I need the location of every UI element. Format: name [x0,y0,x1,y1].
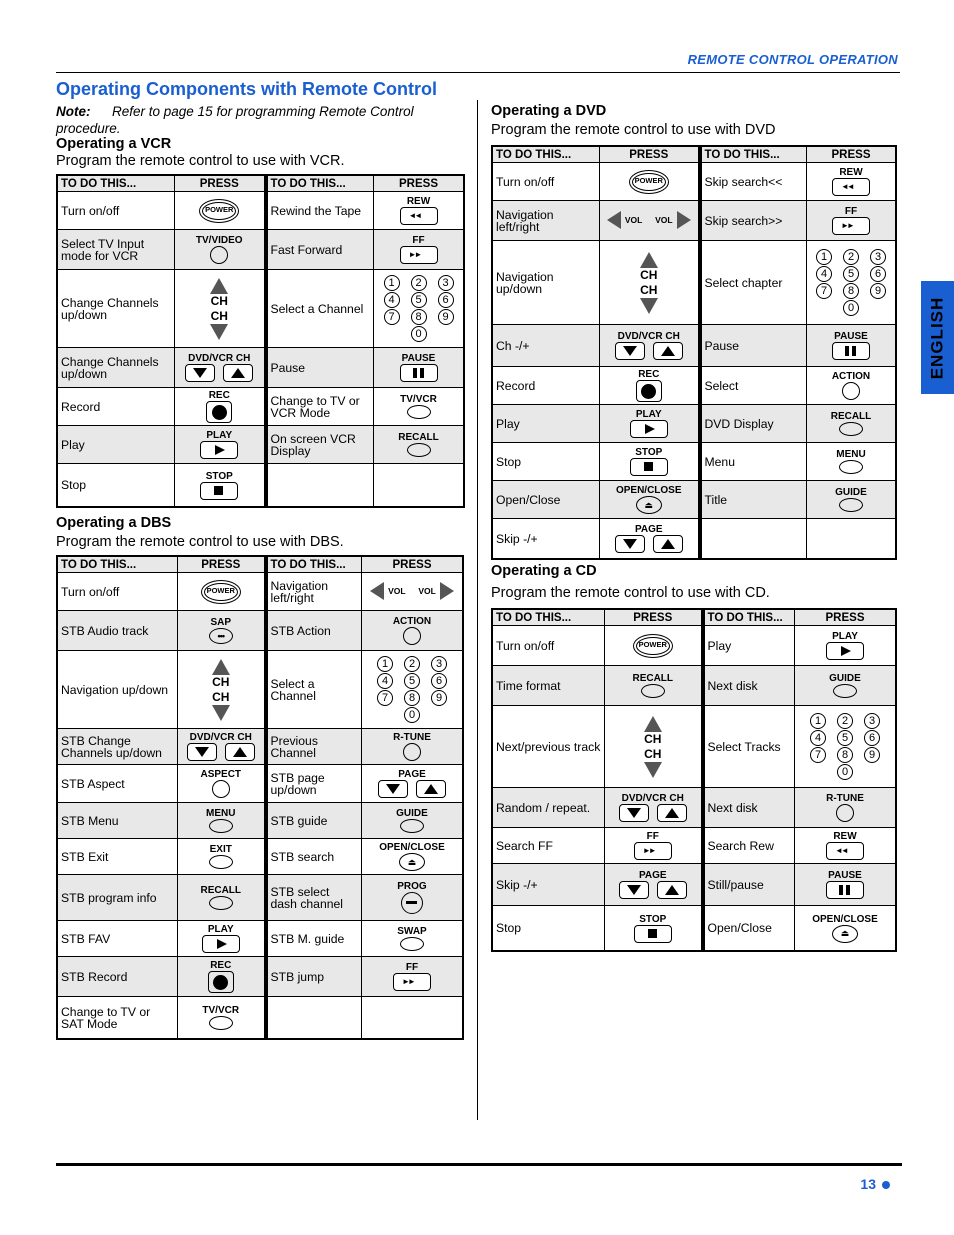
action-label: Turn on/off [493,163,600,201]
number-keypad-icon: 1 2 3 4 5 6 7 8 9 0 [374,275,463,342]
dbs-subheading: Program the remote control to use with DBS. [56,534,344,550]
press-cell: PLAY [175,426,266,464]
r-tune-button-icon [836,804,854,822]
action-label: Select a Channel [266,651,362,729]
action-label: STB page up/down [266,765,362,803]
press-cell: PAUSE [807,325,896,367]
action-label: Open/Close [493,481,600,519]
action-label: STB search [266,839,362,875]
col-header-todo: TO DO THIS... [700,147,807,163]
menu-button-icon [209,819,233,833]
vcr-heading: Operating a VCR [56,136,172,152]
power-button-icon: POWER [629,170,669,194]
action-label: Navigation up/down [58,651,178,729]
guide-button-icon [400,819,424,833]
press-cell: MENU [178,803,266,839]
press-cell: FF ►► [807,201,896,241]
fast-forward-button-icon [393,973,431,991]
action-label: Skip -/+ [493,864,605,906]
action-label: Next disk [703,666,795,706]
col-header-todo: TO DO THIS... [58,557,178,573]
page-down-up-buttons-icon [619,881,687,899]
dvd-table [491,145,897,560]
power-button-icon: POWER [633,634,673,658]
action-label: Title [700,481,807,519]
action-label: Fast Forward [266,230,374,270]
power-button-icon: POWER [199,199,239,223]
press-cell: DVD/VCR CH [600,325,700,367]
header-rule [56,72,900,73]
col-header-press: PRESS [600,147,700,163]
press-cell: RECALL [605,666,703,706]
fast-forward-button-icon [832,217,870,235]
press-cell [374,270,464,348]
action-label: Navigation up/down [493,241,600,325]
action-label: Rewind the Tape [266,192,374,230]
ch-down-up-buttons-icon [187,743,255,761]
play-button-icon [630,420,668,438]
press-cell [600,163,700,201]
action-label: Open/Close [703,906,795,951]
footer-rule [56,1163,902,1166]
ch-up-down-icon: CH CH [600,252,698,314]
col-header-todo: TO DO THIS... [493,147,600,163]
action-label: Record [493,367,600,405]
action-label: Stop [493,906,605,951]
press-cell: REW ◄◄ [374,192,464,230]
action-label: STB program info [58,875,178,921]
press-cell: GUIDE [362,803,463,839]
col-header-press: PRESS [175,176,266,192]
action-label: DVD Display [700,405,807,443]
vcr-table [56,174,465,508]
action-label: Next disk [703,788,795,828]
press-cell: PLAY [178,921,266,957]
press-cell: RECALL [178,875,266,921]
press-cell: RECALL [807,405,896,443]
action-label: Pause [700,325,807,367]
number-keypad-icon: 1 2 3 4 5 6 7 8 9 0 [807,249,895,316]
action-label: Stop [493,443,600,481]
press-cell: FF ►► [362,957,463,997]
action-label: STB Action [266,611,362,651]
press-cell [795,706,896,788]
press-cell: EXIT [178,839,266,875]
action-label: Stop [58,464,175,507]
action-label: Turn on/off [493,626,605,666]
press-cell [600,241,700,325]
press-cell: REC [178,957,266,997]
action-label: Turn on/off [58,573,178,611]
press-cell: SWAP [362,921,463,957]
col-header-todo: TO DO THIS... [266,557,362,573]
action-label: Time format [493,666,605,706]
sap-button-icon: ••• [209,628,233,644]
press-cell: TV/VCR [178,997,266,1039]
action-label: Play [493,405,600,443]
action-label: STB select dash channel [266,875,362,921]
col-header-todo: TO DO THIS... [266,176,374,192]
press-cell: GUIDE [795,666,896,706]
fast-forward-button-icon [634,842,672,860]
stop-button-icon [630,458,668,476]
press-cell: OPEN/CLOSE ⏏ [600,481,700,519]
rewind-button-icon [826,842,864,860]
action-label: Navigation left/right [266,573,362,611]
action-label: Select Tracks [703,706,795,788]
action-label: STB Audio track [58,611,178,651]
press-cell: OPEN/CLOSE ⏏ [795,906,896,951]
vol-left-right-icon: VOL VOL [370,582,454,600]
action-label: Play [703,626,795,666]
note [56,103,464,137]
recall-button-icon [407,443,431,457]
ch-down-up-buttons-icon [615,342,683,360]
press-cell: R-TUNE [362,729,463,765]
ch-up-down-icon: CH CH [175,278,264,340]
press-cell: ACTION [362,611,463,651]
press-cell [362,573,463,611]
col-header-todo: TO DO THIS... [703,610,795,626]
action-label: STB Record [58,957,178,997]
press-cell: STOP [600,443,700,481]
action-label: Random / repeat. [493,788,605,828]
dvd-heading: Operating a DVD [491,103,607,119]
action-label: Select [700,367,807,405]
column-divider [477,100,478,1120]
press-cell: TV/VIDEO [175,230,266,270]
action-label: Navigation left/right [493,201,600,241]
action-label: STB Menu [58,803,178,839]
col-header-press: PRESS [362,557,463,573]
press-cell: OPEN/CLOSE ⏏ [362,839,463,875]
press-cell: REW ◄◄ [807,163,896,201]
action-label: Skip search<< [700,163,807,201]
press-cell: ASPECT [178,765,266,803]
section-header: REMOTE CONTROL OPERATION [687,52,898,67]
press-cell: STOP [605,906,703,951]
action-label: Turn on/off [58,192,175,230]
press-cell [178,573,266,611]
note-text: Refer to page 15 for programming Remote Control procedure. [56,104,414,136]
col-header-todo: TO DO THIS... [58,176,175,192]
action-label: Record [58,388,175,426]
action-button-icon [403,627,421,645]
col-header-press: PRESS [374,176,464,192]
press-cell [605,706,703,788]
eject-button-icon: ⏏ [636,496,662,514]
eject-button-icon: ⏏ [832,925,858,943]
play-button-icon [826,642,864,660]
action-label: STB Exit [58,839,178,875]
press-cell: REC [175,388,266,426]
pause-button-icon [826,881,864,899]
action-label: Play [58,426,175,464]
action-label: Change Channels up/down [58,270,175,348]
action-label: Previous Channel [266,729,362,765]
note-label: Note: [56,104,91,119]
press-cell: SAP ••• [178,611,266,651]
press-cell: PLAY [600,405,700,443]
col-header-press: PRESS [795,610,896,626]
press-cell [362,651,463,729]
page-down-up-buttons-icon [615,535,683,553]
vcr-subheading: Program the remote control to use with VCR. [56,153,345,169]
action-label: STB M. guide [266,921,362,957]
action-label: Select a Channel [266,270,374,348]
press-cell: PAUSE [795,864,896,906]
page-title: Operating Components with Remote Control [56,79,437,99]
power-button-icon: POWER [201,580,241,604]
action-label: Change to TV or SAT Mode [58,997,178,1039]
action-label: Change Channels up/down [58,348,175,388]
tv-vcr-button-icon [209,1016,233,1030]
action-label: STB FAV [58,921,178,957]
recall-button-icon [839,422,863,436]
dbs-heading: Operating a DBS [56,515,172,531]
press-cell: RECALL [374,426,464,464]
page-number: 13 [860,1176,890,1192]
action-label: Skip -/+ [493,519,600,559]
number-keypad-icon: 1 2 3 4 5 6 7 8 9 0 [362,656,462,723]
guide-button-icon [839,498,863,512]
col-header-press: PRESS [605,610,703,626]
tv-video-button-icon [210,246,228,264]
aspect-button-icon [212,780,230,798]
recall-button-icon [641,684,665,698]
rewind-button-icon [832,178,870,196]
stop-button-icon [200,482,238,500]
language-tab: ENGLISH [921,281,954,394]
press-cell [600,201,700,241]
stop-button-icon [634,925,672,943]
play-button-icon [200,441,238,459]
press-cell: REC [600,367,700,405]
press-cell: PAGE [605,864,703,906]
dvd-subheading: Program the remote control to use with DVD [491,122,776,138]
action-button-icon [842,382,860,400]
guide-button-icon [833,684,857,698]
cd-heading: Operating a CD [491,563,597,579]
action-label: Ch -/+ [493,325,600,367]
record-button-icon [206,401,232,423]
press-cell: FF ►► [374,230,464,270]
action-label: Search Rew [703,828,795,864]
press-cell: FF ►► [605,828,703,864]
action-label: Menu [700,443,807,481]
press-cell: PAGE [362,765,463,803]
r-tune-button-icon [403,743,421,761]
press-cell [605,626,703,666]
bullet-icon [882,1181,890,1189]
action-label: Search FF [493,828,605,864]
ch-down-up-buttons-icon [185,364,253,382]
ch-up-down-icon: CH CH [178,659,264,721]
ch-up-down-icon: CH CH [605,716,701,778]
page-down-up-buttons-icon [378,780,446,798]
action-label: Skip search>> [700,201,807,241]
press-cell: PAUSE [374,348,464,388]
press-cell: R-TUNE [795,788,896,828]
press-cell [175,270,266,348]
action-label: STB jump [266,957,362,997]
record-button-icon [208,971,234,993]
ch-down-up-buttons-icon [619,804,687,822]
action-label: Still/pause [703,864,795,906]
rewind-button-icon [400,207,438,225]
press-cell: DVD/VCR CH [175,348,266,388]
menu-button-icon [839,460,863,474]
action-label: Select chapter [700,241,807,325]
record-button-icon [636,380,662,402]
col-header-todo: TO DO THIS... [493,610,605,626]
press-cell [807,241,896,325]
action-label: STB guide [266,803,362,839]
tv-vcr-button-icon [407,405,431,419]
action-label: STB Change Channels up/down [58,729,178,765]
press-cell: MENU [807,443,896,481]
exit-button-icon [209,855,233,869]
press-cell: GUIDE [807,481,896,519]
col-header-press: PRESS [807,147,896,163]
press-cell: PROG [362,875,463,921]
cd-subheading: Program the remote control to use with CD. [491,585,770,601]
press-cell [178,651,266,729]
press-cell: DVD/VCR CH [178,729,266,765]
press-cell [175,192,266,230]
press-cell: PLAY [795,626,896,666]
pause-button-icon [400,364,438,382]
cd-table [491,608,897,952]
recall-button-icon [209,896,233,910]
play-button-icon [202,935,240,953]
dbs-table [56,555,464,1040]
action-label: Select TV Input mode for VCR [58,230,175,270]
press-cell: STOP [175,464,266,507]
action-label: Change to TV or VCR Mode [266,388,374,426]
swap-button-icon [400,937,424,951]
fast-forward-button-icon [400,246,438,264]
press-cell: ACTION [807,367,896,405]
action-label: Pause [266,348,374,388]
press-cell: DVD/VCR CH [605,788,703,828]
press-cell: REW ◄◄ [795,828,896,864]
vol-left-right-icon: VOL VOL [607,211,691,229]
action-label: Next/previous track [493,706,605,788]
number-keypad-icon: 1 2 3 4 5 6 7 8 9 0 [795,713,895,780]
press-cell: TV/VCR [374,388,464,426]
action-label: On screen VCR Display [266,426,374,464]
action-label: STB Aspect [58,765,178,803]
press-cell: PAGE [600,519,700,559]
pause-button-icon [832,342,870,360]
prog-button-icon [401,892,423,914]
col-header-press: PRESS [178,557,266,573]
eject-button-icon: ⏏ [399,853,425,871]
